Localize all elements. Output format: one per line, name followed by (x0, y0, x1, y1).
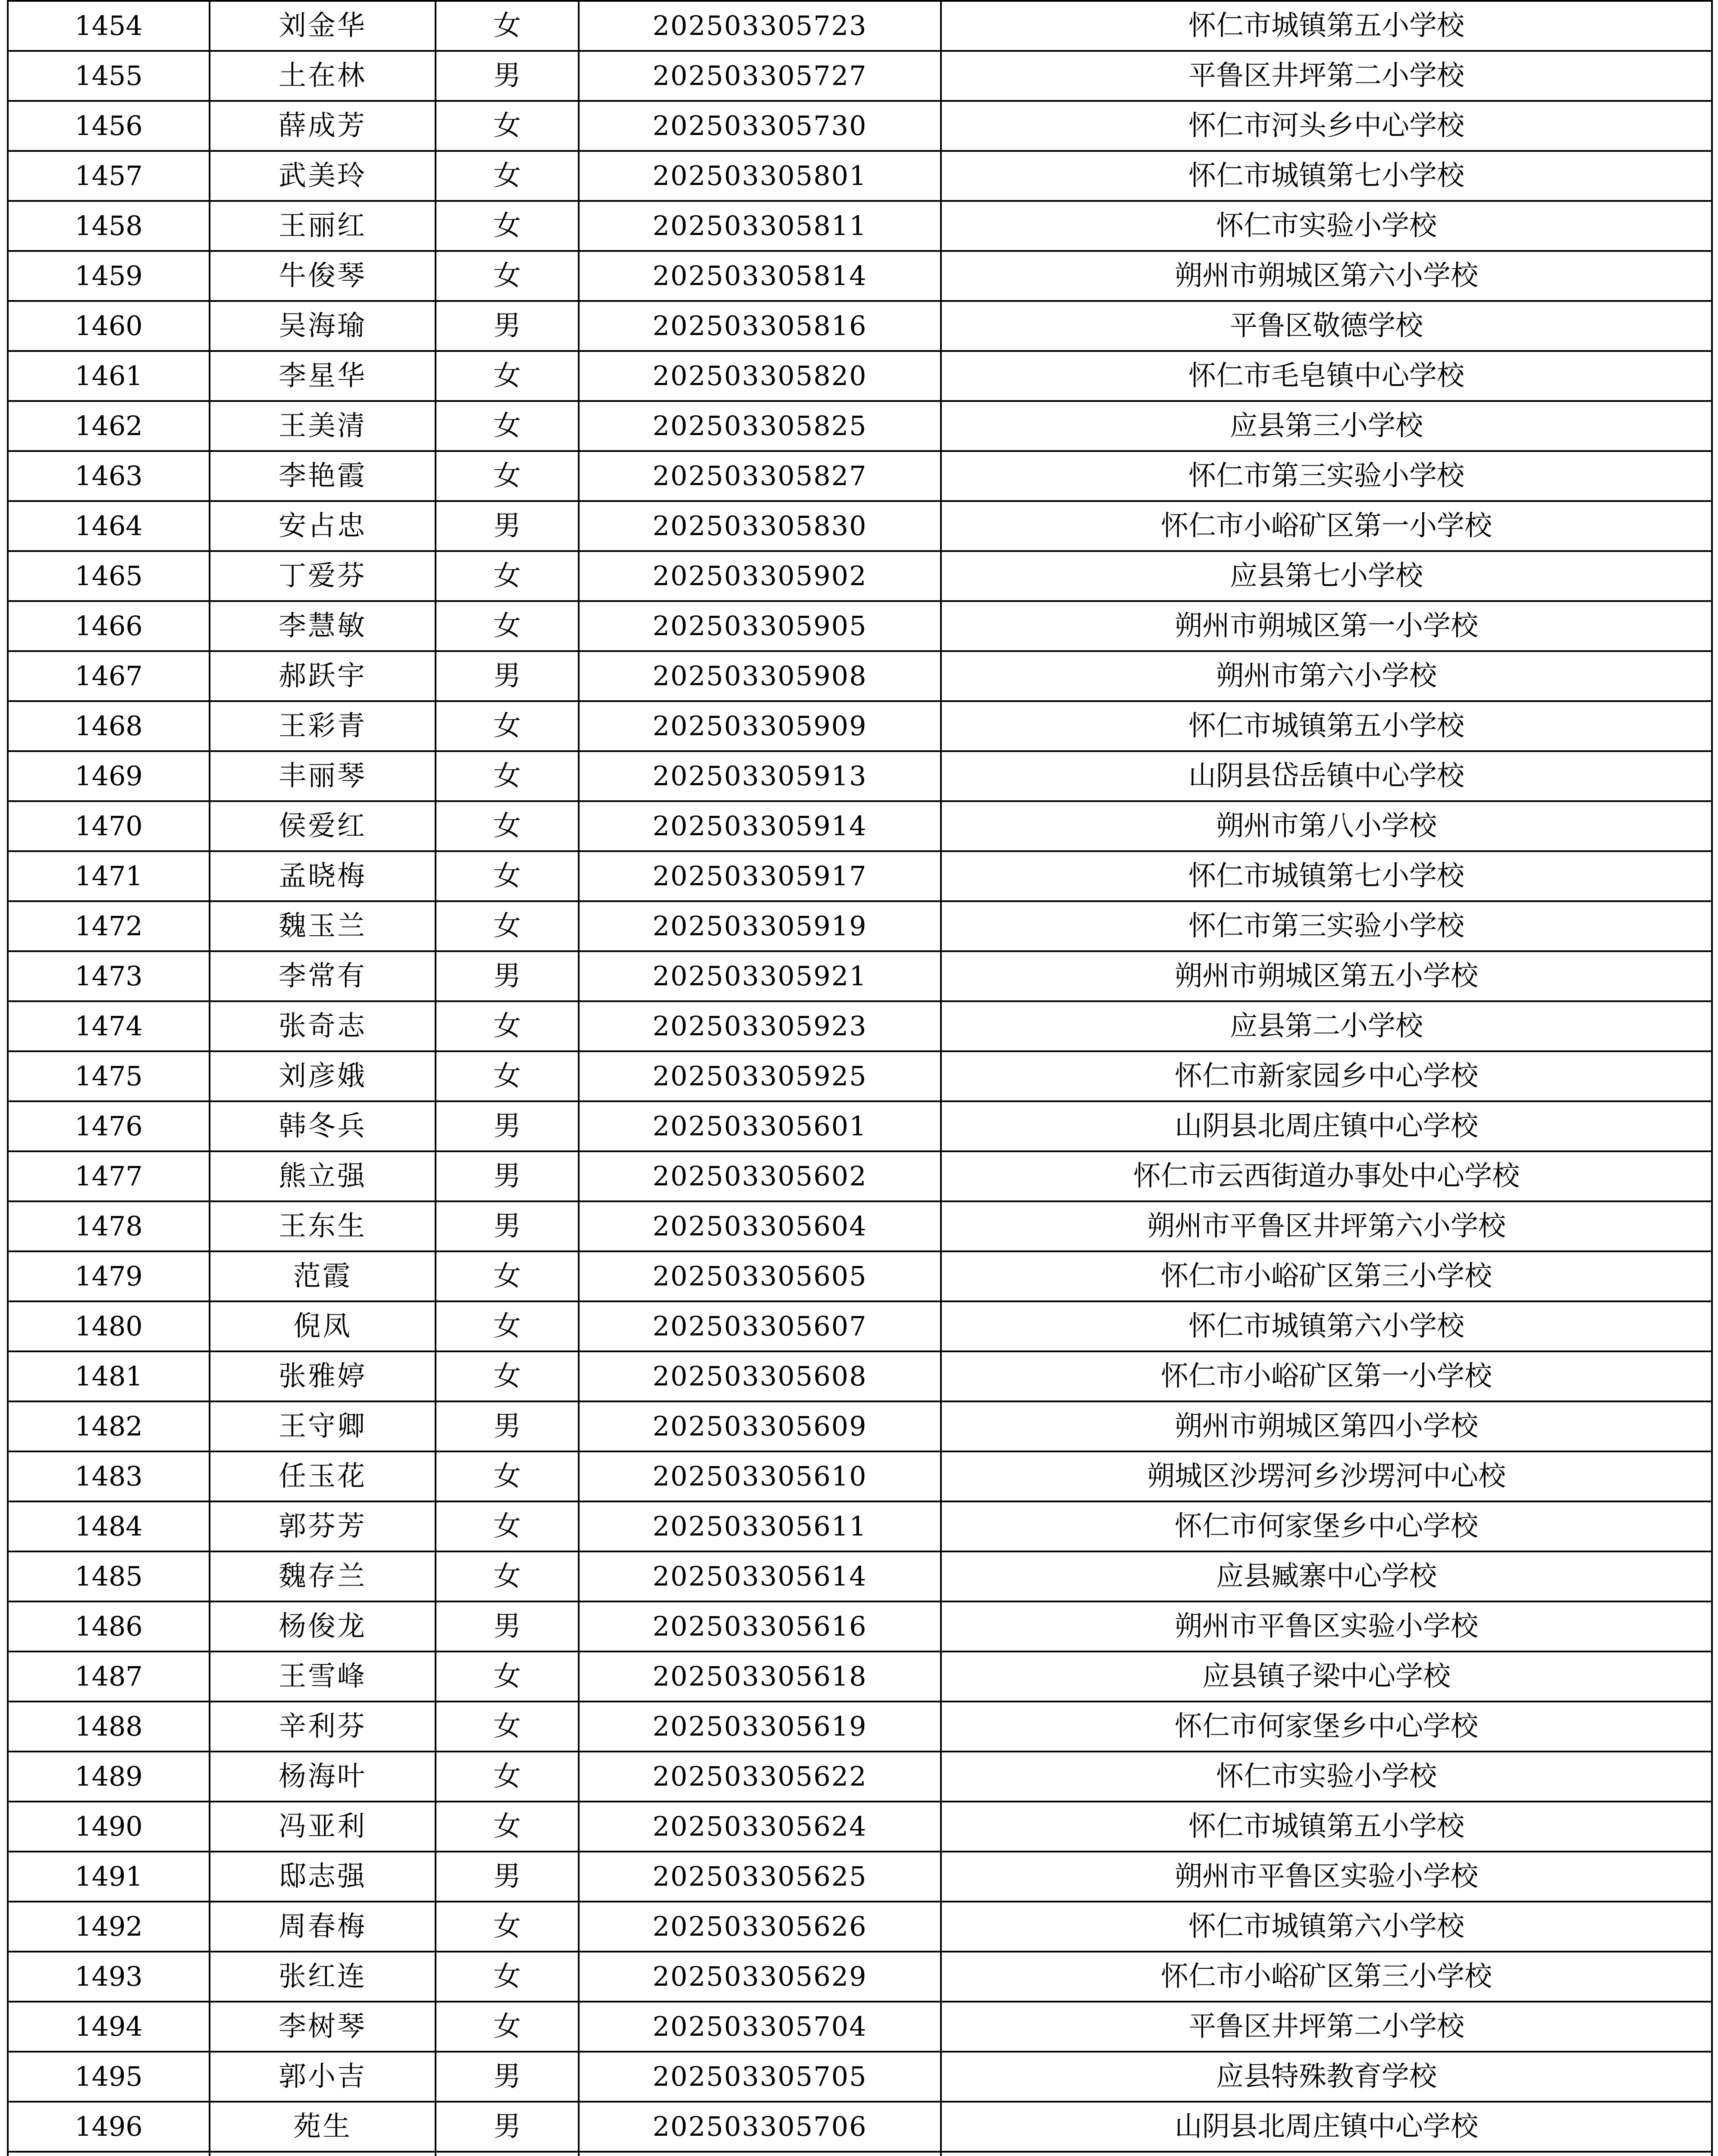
cell-registration-id: 202503305830 (579, 501, 941, 551)
cell-person-name: 韩冬兵 (210, 1101, 436, 1151)
cell-gender: 女 (436, 101, 579, 151)
cell-gender: 女 (436, 151, 579, 201)
cell-registration-id: 202503305601 (579, 1101, 941, 1151)
cell-person-name: 李树琴 (210, 2002, 436, 2052)
cell-sequence-number: 1459 (8, 251, 210, 301)
cell-sequence-number: 1496 (8, 2102, 210, 2152)
cell-person-name (210, 2152, 436, 2156)
cell-person-name: 辛利芬 (210, 1702, 436, 1752)
cell-person-name: 李星华 (210, 351, 436, 401)
cell-gender: 女 (436, 851, 579, 901)
cell-sequence-number: 1479 (8, 1251, 210, 1301)
cell-school-name: 平鲁区敬德学校 (941, 301, 1712, 351)
table-row (8, 1151, 1712, 1201)
cell-gender: 女 (436, 1001, 579, 1051)
cell-school-name: 怀仁市实验小学校 (941, 1752, 1712, 1802)
cell-school-name: 怀仁市城镇第五小学校 (941, 1802, 1712, 1852)
table-row (8, 951, 1712, 1001)
cell-person-name: 杨海叶 (210, 1752, 436, 1802)
cell-sequence-number: 1488 (8, 1702, 210, 1752)
cell-sequence-number: 1485 (8, 1551, 210, 1601)
cell-school-name: 怀仁市云西街道办事处中心学校 (941, 1151, 1712, 1201)
cell-school-name: 怀仁市城镇第六小学校 (941, 1301, 1712, 1351)
cell-person-name: 李慧敏 (210, 601, 436, 651)
cell-registration-id: 202503305814 (579, 251, 941, 301)
cell-sequence-number: 1455 (8, 51, 210, 101)
cell-registration-id: 202503305608 (579, 1351, 941, 1401)
cell-sequence-number: 1492 (8, 1902, 210, 1952)
cell-person-name: 侯爱红 (210, 801, 436, 851)
cell-registration-id: 202503305622 (579, 1752, 941, 1802)
cell-sequence-number: 1465 (8, 551, 210, 601)
cell-school-name: 朔州市朔城区第一小学校 (941, 601, 1712, 651)
table-row (8, 851, 1712, 901)
cell-registration-id: 202503305604 (579, 1201, 941, 1251)
cell-school-name: 怀仁市第三实验小学校 (941, 901, 1712, 951)
cell-gender: 女 (436, 1351, 579, 1401)
table-row (8, 2002, 1712, 2052)
cell-sequence-number: 1483 (8, 1451, 210, 1501)
cell-school-name: 朔州市平鲁区实验小学校 (941, 1852, 1712, 1902)
cell-gender: 女 (436, 701, 579, 751)
cell-person-name: 郭芬芳 (210, 1501, 436, 1551)
cell-school-name: 山阴县北周庄镇中心学校 (941, 2102, 1712, 2152)
cell-sequence-number: 1487 (8, 1651, 210, 1702)
cell-registration-id: 202503305925 (579, 1051, 941, 1101)
table-row (8, 901, 1712, 951)
cell-gender: 男 (436, 1852, 579, 1902)
cell-person-name: 安占忠 (210, 501, 436, 551)
table-row (8, 701, 1712, 751)
cell-gender: 女 (436, 1752, 579, 1802)
table-row (8, 1551, 1712, 1601)
table-row (8, 1301, 1712, 1351)
cell-school-name: 朔州市第六小学校 (941, 651, 1712, 701)
table-row (8, 1852, 1712, 1902)
cell-gender: 女 (436, 451, 579, 501)
cell-gender: 女 (436, 551, 579, 601)
cell-person-name: 李艳霞 (210, 451, 436, 501)
cell-gender: 女 (436, 401, 579, 451)
cell-sequence-number: 1478 (8, 1201, 210, 1251)
cell-person-name: 周春梅 (210, 1902, 436, 1952)
cell-school-name: 怀仁市实验小学校 (941, 201, 1712, 251)
cell-gender: 男 (436, 51, 579, 101)
cell-school-name: 怀仁市城镇第六小学校 (941, 1902, 1712, 1952)
cell-person-name: 王雪峰 (210, 1651, 436, 1702)
table-row (8, 101, 1712, 151)
cell-gender: 女 (436, 601, 579, 651)
cell-school-name: 朔城区沙塄河乡沙塄河中心校 (941, 1451, 1712, 1501)
cell-gender: 女 (436, 201, 579, 251)
table-row (8, 1101, 1712, 1151)
cell-gender: 男 (436, 501, 579, 551)
cell-gender: 男 (436, 1601, 579, 1651)
cell-registration-id: 202503305611 (579, 1501, 941, 1551)
cell-gender: 女 (436, 1251, 579, 1301)
cell-gender: 男 (436, 1401, 579, 1451)
cell-person-name: 王美清 (210, 401, 436, 451)
cell-person-name: 王丽红 (210, 201, 436, 251)
cell-person-name: 刘金华 (210, 1, 436, 51)
cell-registration-id: 202503305618 (579, 1651, 941, 1702)
cell-gender: 女 (436, 1952, 579, 2002)
cell-person-name: 丰丽琴 (210, 751, 436, 801)
cell-registration-id: 202503305811 (579, 201, 941, 251)
cell-sequence-number: 1481 (8, 1351, 210, 1401)
cell-person-name: 杨俊龙 (210, 1601, 436, 1651)
cell-person-name: 王彩青 (210, 701, 436, 751)
cell-sequence-number: 1464 (8, 501, 210, 551)
table-row (8, 1702, 1712, 1752)
cell-sequence-number: 1493 (8, 1952, 210, 2002)
cell-gender: 女 (436, 251, 579, 301)
cell-sequence-number: 1486 (8, 1601, 210, 1651)
cell-sequence-number: 1460 (8, 301, 210, 351)
cell-school-name: 应县第七小学校 (941, 551, 1712, 601)
table-row (8, 401, 1712, 451)
cell-person-name: 丁爱芬 (210, 551, 436, 601)
cell-registration-id: 202503305921 (579, 951, 941, 1001)
table-row (8, 1752, 1712, 1802)
cell-gender: 女 (436, 1051, 579, 1101)
table-row (8, 1601, 1712, 1651)
cell-person-name: 魏存兰 (210, 1551, 436, 1601)
cell-school-name: 山阴县北周庄镇中心学校 (941, 1101, 1712, 1151)
cell-sequence-number: 1490 (8, 1802, 210, 1852)
cell-sequence-number: 1473 (8, 951, 210, 1001)
cell-person-name: 王守卿 (210, 1401, 436, 1451)
cell-school-name: 怀仁市新家园乡中心学校 (941, 1051, 1712, 1101)
cell-person-name: 王东生 (210, 1201, 436, 1251)
cell-registration-id: 202503305908 (579, 651, 941, 701)
cell-gender: 男 (436, 2102, 579, 2152)
cell-gender: 男 (436, 1101, 579, 1151)
cell-person-name: 牛俊琴 (210, 251, 436, 301)
cell-gender: 女 (436, 1301, 579, 1351)
cell-gender: 男 (436, 951, 579, 1001)
cell-person-name: 李常有 (210, 951, 436, 1001)
cell-gender: 女 (436, 1651, 579, 1702)
cell-sequence-number: 1471 (8, 851, 210, 901)
cell-registration-id: 202503305914 (579, 801, 941, 851)
cell-school-name: 怀仁市城镇第七小学校 (941, 151, 1712, 201)
table-row (8, 1451, 1712, 1501)
cell-person-name: 土在林 (210, 51, 436, 101)
cell-registration-id: 202503305727 (579, 51, 941, 101)
cell-school-name: 怀仁市城镇第七小学校 (941, 851, 1712, 901)
table-row (8, 1651, 1712, 1702)
cell-sequence-number: 1454 (8, 1, 210, 51)
cell-sequence-number: 1467 (8, 651, 210, 701)
roster-table-body (8, 1, 1712, 2156)
cell-person-name: 邸志强 (210, 1852, 436, 1902)
cell-school-name: 怀仁市小峪矿区第三小学校 (941, 1952, 1712, 2002)
cell-sequence-number: 1494 (8, 2002, 210, 2052)
cell-registration-id: 202503305827 (579, 451, 941, 501)
cell-school-name: 怀仁市何家堡乡中心学校 (941, 1501, 1712, 1551)
cell-registration-id: 202503305614 (579, 1551, 941, 1601)
cell-school-name: 应县臧寨中心学校 (941, 1551, 1712, 1601)
cell-sequence-number: 1458 (8, 201, 210, 251)
cell-registration-id: 202503305909 (579, 701, 941, 751)
cell-sequence-number (8, 2152, 210, 2156)
cell-sequence-number: 1469 (8, 751, 210, 801)
cell-registration-id: 202503305629 (579, 1952, 941, 2002)
cell-gender: 男 (436, 1201, 579, 1251)
cell-person-name: 张雅婷 (210, 1351, 436, 1401)
table-row (8, 601, 1712, 651)
cell-sequence-number: 1472 (8, 901, 210, 951)
table-row (8, 1501, 1712, 1551)
cell-school-name: 朔州市朔城区第六小学校 (941, 251, 1712, 301)
cell-school-name: 怀仁市小峪矿区第一小学校 (941, 1351, 1712, 1401)
cell-sequence-number: 1484 (8, 1501, 210, 1551)
cell-sequence-number: 1482 (8, 1401, 210, 1451)
cell-gender: 男 (436, 651, 579, 701)
cell-registration-id: 202503305902 (579, 551, 941, 601)
cell-person-name: 张红连 (210, 1952, 436, 2002)
cell-registration-id: 202503305602 (579, 1151, 941, 1201)
cell-registration-id: 202503305609 (579, 1401, 941, 1451)
table-row (8, 2052, 1712, 2102)
cell-registration-id: 202503305801 (579, 151, 941, 201)
cell-sequence-number: 1474 (8, 1001, 210, 1051)
table-row (8, 1001, 1712, 1051)
cell-school-name: 怀仁市河头乡中心学校 (941, 101, 1712, 151)
cell-sequence-number: 1461 (8, 351, 210, 401)
table-row (8, 551, 1712, 601)
cell-gender: 女 (436, 1551, 579, 1601)
cell-registration-id: 202503305905 (579, 601, 941, 651)
table-row (8, 1251, 1712, 1301)
cell-sequence-number: 1468 (8, 701, 210, 751)
cell-registration-id: 202503305704 (579, 2002, 941, 2052)
table-row (8, 2102, 1712, 2152)
cell-person-name: 薛成芳 (210, 101, 436, 151)
cell-person-name: 冯亚利 (210, 1802, 436, 1852)
cell-person-name: 倪凤 (210, 1301, 436, 1351)
cell-registration-id: 202503305723 (579, 1, 941, 51)
table-row (8, 1051, 1712, 1101)
cell-school-name: 朔州市第八小学校 (941, 801, 1712, 851)
cell-gender: 女 (436, 351, 579, 401)
cell-person-name: 刘彦娥 (210, 1051, 436, 1101)
cell-sequence-number: 1489 (8, 1752, 210, 1802)
cell-gender: 男 (436, 2052, 579, 2102)
cell-school-name: 怀仁市小峪矿区第一小学校 (941, 501, 1712, 551)
cell-school-name: 怀仁市小峪矿区第三小学校 (941, 1251, 1712, 1301)
cell-sequence-number: 1475 (8, 1051, 210, 1101)
cell-sequence-number: 1495 (8, 2052, 210, 2102)
cell-person-name: 苑生 (210, 2102, 436, 2152)
table-row (8, 251, 1712, 301)
cell-registration-id: 202503305607 (579, 1301, 941, 1351)
cell-gender: 女 (436, 2002, 579, 2052)
cell-gender: 女 (436, 1501, 579, 1551)
table-row (8, 1952, 1712, 2002)
cell-school-name: 怀仁市第三实验小学校 (941, 451, 1712, 501)
cell-registration-id: 202503305624 (579, 1802, 941, 1852)
cell-school-name: 怀仁市何家堡乡中心学校 (941, 1702, 1712, 1752)
cell-registration-id: 202503305825 (579, 401, 941, 451)
cell-school-name: 怀仁市城镇第五小学校 (941, 701, 1712, 751)
table-row (8, 2152, 1712, 2156)
cell-person-name: 任玉花 (210, 1451, 436, 1501)
roster-sheet (7, 0, 1711, 2156)
cell-school-name: 怀仁市毛皂镇中心学校 (941, 351, 1712, 401)
cell-school-name: 应县特殊教育学校 (941, 2052, 1712, 2102)
cell-sequence-number: 1466 (8, 601, 210, 651)
cell-gender: 女 (436, 1802, 579, 1852)
cell-school-name: 应县第三小学校 (941, 401, 1712, 451)
cell-school-name: 平鲁区井坪第二小学校 (941, 51, 1712, 101)
table-row (8, 1351, 1712, 1401)
cell-person-name: 郭小吉 (210, 2052, 436, 2102)
table-row (8, 351, 1712, 401)
table-row (8, 1201, 1712, 1251)
cell-sequence-number: 1456 (8, 101, 210, 151)
table-row (8, 151, 1712, 201)
cell-registration-id: 202503305605 (579, 1251, 941, 1301)
cell-registration-id: 202503305626 (579, 1902, 941, 1952)
table-row (8, 651, 1712, 701)
cell-registration-id: 202503305913 (579, 751, 941, 801)
table-row (8, 751, 1712, 801)
cell-registration-id: 202503305917 (579, 851, 941, 901)
cell-school-name: 怀仁市城镇第五小学校 (941, 1, 1712, 51)
cell-registration-id: 202503305923 (579, 1001, 941, 1051)
cell-gender: 女 (436, 801, 579, 851)
cell-school-name: 朔州市平鲁区实验小学校 (941, 1601, 1712, 1651)
cell-person-name: 魏玉兰 (210, 901, 436, 951)
cell-person-name: 熊立强 (210, 1151, 436, 1201)
cell-registration-id: 202503305919 (579, 901, 941, 951)
cell-registration-id: 202503305820 (579, 351, 941, 401)
table-row (8, 1401, 1712, 1451)
cell-school-name: 朔州市平鲁区井坪第六小学校 (941, 1201, 1712, 1251)
cell-sequence-number: 1477 (8, 1151, 210, 1201)
cell-registration-id: 202503305616 (579, 1601, 941, 1651)
cell-person-name: 吴海瑜 (210, 301, 436, 351)
cell-person-name: 范霞 (210, 1251, 436, 1301)
cell-gender: 女 (436, 751, 579, 801)
table-row (8, 201, 1712, 251)
cell-person-name: 张奇志 (210, 1001, 436, 1051)
cell-school-name: 应县镇子梁中心学校 (941, 1651, 1712, 1702)
cell-gender: 女 (436, 1702, 579, 1752)
cell-person-name: 武美玲 (210, 151, 436, 201)
cell-registration-id (579, 2152, 941, 2156)
cell-school-name: 平鲁区井坪第二小学校 (941, 2002, 1712, 2052)
cell-gender: 女 (436, 1902, 579, 1952)
cell-school-name: 应县第二小学校 (941, 1001, 1712, 1051)
cell-sequence-number: 1491 (8, 1852, 210, 1902)
cell-sequence-number: 1462 (8, 401, 210, 451)
cell-school-name: 朔州市朔城区第五小学校 (941, 951, 1712, 1001)
table-row (8, 451, 1712, 501)
cell-school-name: 朔州市朔城区第四小学校 (941, 1401, 1712, 1451)
cell-gender: 女 (436, 1451, 579, 1501)
cell-sequence-number: 1463 (8, 451, 210, 501)
cell-registration-id: 202503305619 (579, 1702, 941, 1752)
roster-table (7, 0, 1713, 2156)
cell-registration-id: 202503305706 (579, 2102, 941, 2152)
cell-gender: 女 (436, 901, 579, 951)
table-row (8, 501, 1712, 551)
cell-gender: 男 (436, 301, 579, 351)
cell-sequence-number: 1480 (8, 1301, 210, 1351)
cell-gender: 男 (436, 1151, 579, 1201)
table-row (8, 1902, 1712, 1952)
cell-registration-id: 202503305816 (579, 301, 941, 351)
table-row (8, 51, 1712, 101)
table-row (8, 1802, 1712, 1852)
cell-sequence-number: 1457 (8, 151, 210, 201)
cell-sequence-number: 1476 (8, 1101, 210, 1151)
cell-registration-id: 202503305610 (579, 1451, 941, 1501)
cell-school-name (941, 2152, 1712, 2156)
cell-sequence-number: 1470 (8, 801, 210, 851)
table-row (8, 301, 1712, 351)
cell-person-name: 孟晓梅 (210, 851, 436, 901)
cell-registration-id: 202503305625 (579, 1852, 941, 1902)
cell-registration-id: 202503305730 (579, 101, 941, 151)
cell-registration-id: 202503305705 (579, 2052, 941, 2102)
table-row (8, 1, 1712, 51)
cell-person-name: 郝跃宇 (210, 651, 436, 701)
cell-school-name: 山阴县岱岳镇中心学校 (941, 751, 1712, 801)
cell-gender: 女 (436, 1, 579, 51)
table-row (8, 801, 1712, 851)
cell-gender (436, 2152, 579, 2156)
